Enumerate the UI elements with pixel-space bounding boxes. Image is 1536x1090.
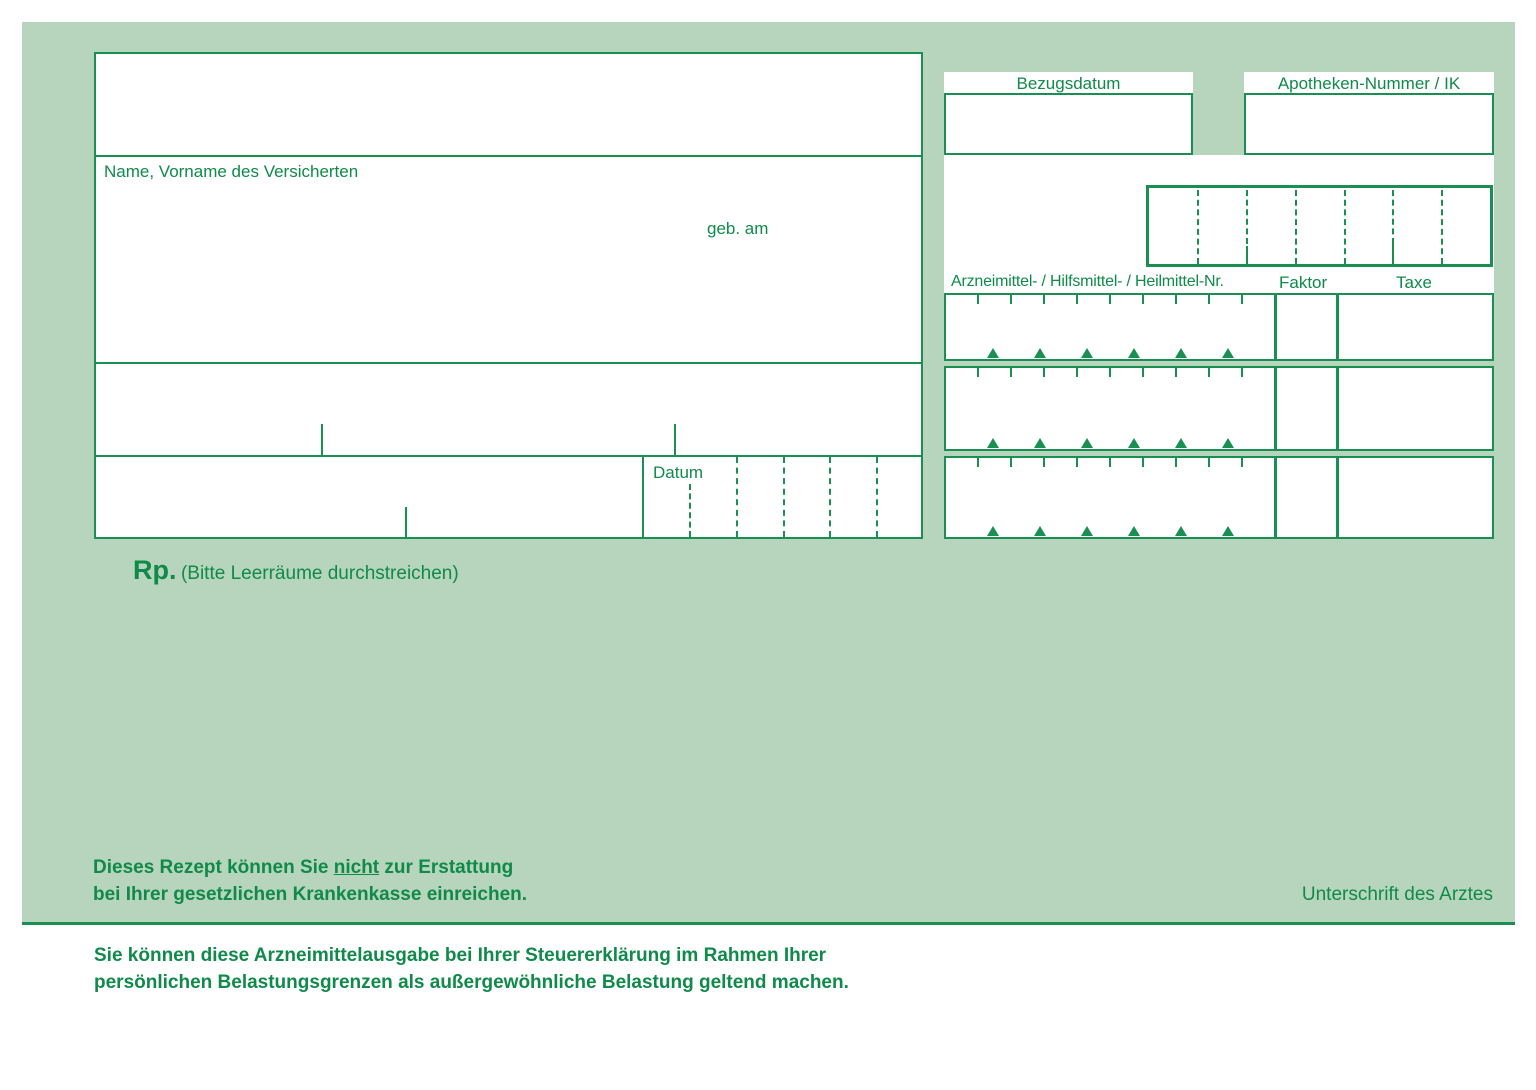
digit-tick — [1208, 368, 1210, 377]
digit-tick — [1076, 368, 1078, 377]
faktor-divider — [1274, 366, 1277, 451]
digit-tick — [1043, 295, 1045, 304]
code-digit-divider — [1246, 190, 1248, 244]
patient-name-field[interactable] — [94, 155, 923, 364]
notice-text-post: zur Erstattung — [379, 857, 514, 878]
insurer-field[interactable] — [94, 52, 923, 157]
medication-row-1[interactable] — [944, 293, 1494, 361]
digit-tick — [1109, 458, 1111, 467]
digit-tick — [1175, 458, 1177, 467]
signature-label: Unterschrift des Arztes — [1301, 884, 1493, 905]
digit-marker — [1128, 348, 1140, 358]
date-digit-divider — [689, 484, 691, 537]
footer-line-2: persönlichen Belastungsgrenzen als außergewöhnliche Belastung geltend machen. — [94, 972, 849, 993]
form-bottom-border — [22, 922, 1515, 925]
patient-name-label: Name, Vorname des Versicherten — [104, 162, 359, 181]
code-digit-divider — [1392, 190, 1394, 244]
code-digit-divider — [1344, 190, 1346, 264]
digit-marker — [1175, 438, 1187, 448]
date-digit-divider — [829, 457, 831, 537]
code-mark — [1246, 246, 1248, 265]
digit-tick — [1241, 458, 1243, 467]
date-digit-divider — [736, 457, 738, 537]
digit-marker — [1222, 526, 1234, 536]
bezugsdatum-label: Bezugsdatum — [1016, 74, 1121, 93]
digit-marker — [987, 348, 999, 358]
digit-tick — [1208, 295, 1210, 304]
code-digit-divider — [1441, 190, 1443, 264]
date-digit-divider — [783, 457, 785, 537]
digit-tick — [1076, 458, 1078, 467]
digit-tick — [1109, 295, 1111, 304]
notice-line-1 — [93, 857, 513, 879]
digit-tick — [1142, 368, 1144, 377]
digit-marker — [1128, 438, 1140, 448]
digit-tick — [1142, 295, 1144, 304]
taxe-divider — [1336, 293, 1339, 361]
insurance-number-row[interactable] — [94, 362, 923, 457]
field-divider — [405, 507, 407, 537]
digit-marker — [1175, 348, 1187, 358]
digit-marker — [1081, 526, 1093, 536]
footer-line-1: Sie können diese Arzneimittelausgabe bei Ihrer Steuererklärung im Rahmen Ihrer — [94, 945, 827, 966]
rx-hint: (Bitte Leerräume durchstreichen) — [180, 563, 459, 584]
apotheke-field[interactable] — [1244, 93, 1494, 155]
digit-tick — [1175, 295, 1177, 304]
digit-marker — [1034, 526, 1046, 536]
notice-text-pre: Dieses Rezept können Sie — [93, 857, 334, 878]
digit-marker — [1128, 526, 1140, 536]
digit-marker — [1081, 438, 1093, 448]
digit-marker — [1222, 348, 1234, 358]
digit-tick — [977, 295, 979, 304]
digit-tick — [1010, 368, 1012, 377]
birth-date-label: geb. am — [707, 219, 769, 238]
faktor-divider — [1274, 456, 1277, 539]
faktor-divider — [1274, 293, 1277, 361]
digit-marker — [1175, 526, 1187, 536]
digit-tick — [1043, 458, 1045, 467]
digit-tick — [1175, 368, 1177, 377]
field-divider — [321, 424, 323, 455]
doctor-number-row[interactable] — [94, 455, 923, 539]
digit-tick — [1010, 458, 1012, 467]
digit-tick — [1208, 458, 1210, 467]
code-mark — [1392, 244, 1394, 265]
digit-marker — [1034, 348, 1046, 358]
digit-marker — [987, 438, 999, 448]
code-digit-divider — [1295, 190, 1297, 264]
digit-tick — [1142, 458, 1144, 467]
notice-line-2: bei Ihrer gesetzlichen Krankenkasse einreichen. — [93, 884, 528, 905]
notice-emphasis: nicht — [333, 857, 380, 878]
digit-tick — [1241, 295, 1243, 304]
digit-marker — [987, 526, 999, 536]
apotheke-label: Apotheken-Nummer / IK — [1277, 74, 1461, 93]
rx-symbol: Rp. — [133, 555, 177, 585]
taxe-divider — [1336, 456, 1339, 539]
taxe-label: Taxe — [1396, 273, 1432, 292]
digit-tick — [977, 368, 979, 377]
rx-header — [133, 555, 459, 586]
digit-tick — [1241, 368, 1243, 377]
date-section-divider — [642, 457, 644, 537]
bezugsdatum-field[interactable] — [944, 93, 1193, 155]
digit-tick — [1076, 295, 1078, 304]
digit-tick — [1043, 368, 1045, 377]
field-divider — [674, 424, 676, 455]
faktor-label: Faktor — [1279, 273, 1328, 292]
digit-tick — [1109, 368, 1111, 377]
medication-row-3[interactable] — [944, 456, 1494, 539]
date-label: Datum — [653, 463, 704, 482]
taxe-divider — [1336, 366, 1339, 451]
medication-row-2[interactable] — [944, 366, 1494, 451]
code-digit-divider — [1197, 190, 1199, 264]
date-digit-divider — [876, 457, 878, 537]
digit-tick — [1010, 295, 1012, 304]
digit-tick — [977, 458, 979, 467]
digit-marker — [1081, 348, 1093, 358]
arznei-nr-label: Arzneimittel- / Hilfsmittel- / Heilmittel-Nr. — [951, 273, 1224, 290]
digit-marker — [1222, 438, 1234, 448]
digit-marker — [1034, 438, 1046, 448]
prescription-area[interactable] — [94, 600, 1494, 840]
